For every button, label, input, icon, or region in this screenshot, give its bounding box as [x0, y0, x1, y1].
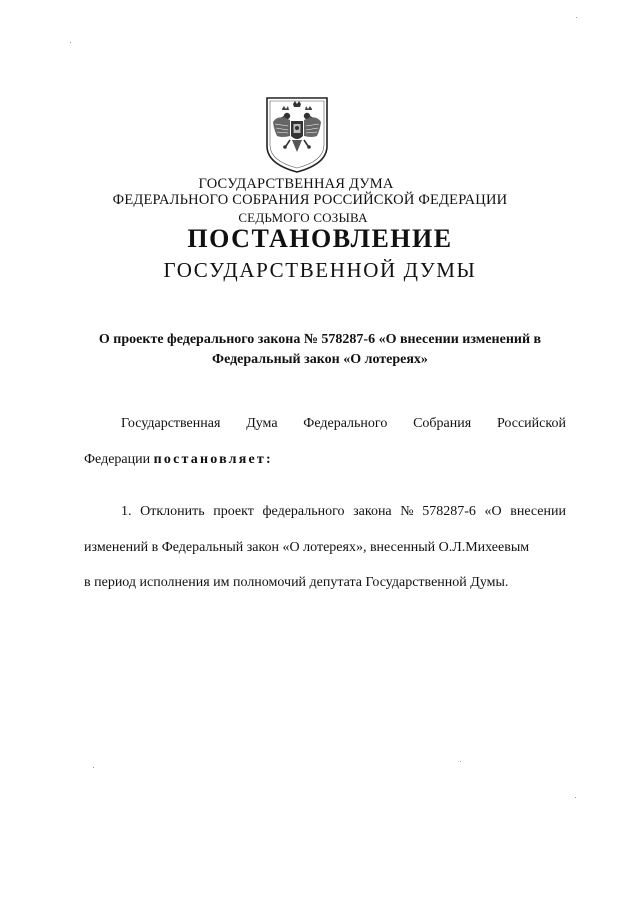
item-1-line-1 — [121, 502, 566, 522]
document-subject — [60, 330, 580, 370]
scan-speck — [460, 761, 461, 762]
decree-word: постановляет: — [153, 452, 273, 467]
item-1-line-2: изменений в Федеральный закон «О лотереях», внесенный О.Л.Михеевым — [84, 540, 530, 555]
preamble-line-1 — [121, 414, 566, 434]
preamble-word: Дума — [246, 416, 278, 431]
preamble-word: Государственная — [121, 416, 221, 431]
subject-line-2: Федеральный закон «О лотереях» — [212, 352, 428, 367]
item-word: № — [400, 504, 414, 519]
item-word: внесении — [510, 504, 566, 519]
preamble-word: Федерального — [303, 416, 388, 431]
item-word: 578287-6 — [422, 504, 476, 519]
scan-speck — [576, 17, 577, 18]
document-title: ПОСТАНОВЛЕНИЕ — [187, 224, 453, 253]
subject-line-1: О проекте федерального закона № 578287-6 «О внесении изменений в — [98, 332, 542, 347]
document-issuer: ГОСУДАРСТВЕННОЙ ДУМЫ — [163, 258, 477, 282]
scan-speck — [70, 42, 71, 43]
item-word: 1. — [121, 504, 132, 519]
item-word: Отклонить — [140, 504, 205, 519]
item-word: «О — [484, 504, 502, 519]
federal-assembly-line: ФЕДЕРАЛЬНОГО СОБРАНИЯ РОССИЙСКОЙ ФЕДЕРАЦИИ — [112, 192, 508, 208]
scan-speck — [93, 767, 94, 768]
preamble-word: Собрания — [413, 416, 472, 431]
item-1-line-3: в период исполнения им полномочий депутата Государственной Думы. — [84, 575, 509, 590]
convocation-line: СЕДЬМОГО СОЗЫВА — [238, 210, 368, 225]
issuing-body-name: ГОСУДАРСТВЕННАЯ ДУМА — [198, 176, 394, 192]
preamble-line-2 — [84, 450, 566, 470]
preamble-federation: Федерации — [84, 452, 151, 467]
preamble-word: Российской — [496, 416, 566, 431]
coat-of-arms-icon — [264, 96, 330, 174]
item-word: проект — [213, 504, 254, 519]
item-word: федерального — [262, 504, 345, 519]
item-word: закона — [353, 504, 392, 519]
scan-speck — [575, 797, 576, 798]
